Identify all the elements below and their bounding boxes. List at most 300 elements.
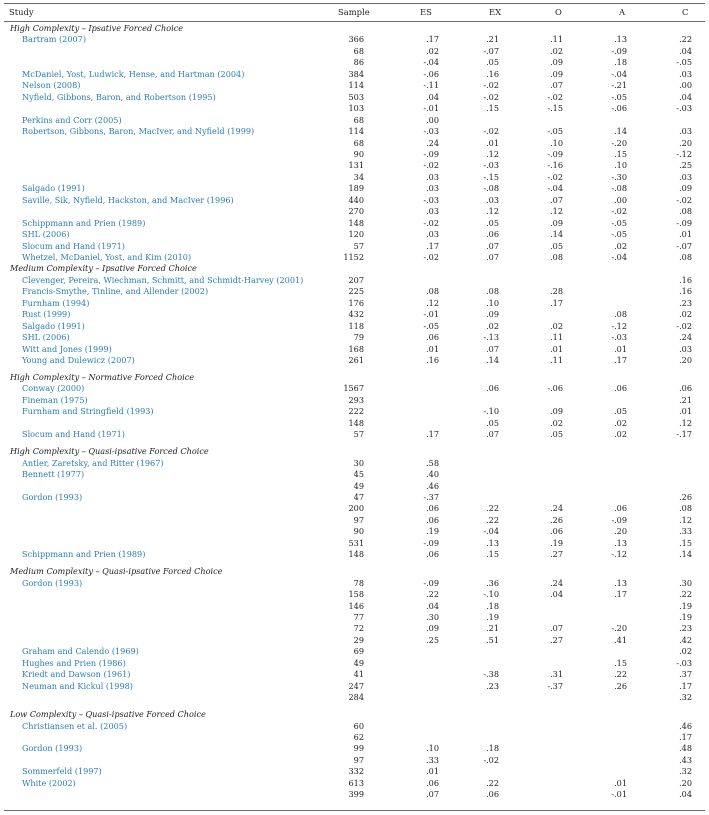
es-cell: .17 (426, 240, 439, 251)
c-cell: .12 (679, 514, 692, 525)
sample-cell: 90 (353, 148, 364, 159)
a-cell: .26 (614, 680, 627, 691)
sample-cell: 99 (353, 743, 364, 754)
ex-cell: .05 (486, 57, 499, 68)
study-citation: McDaniel, Yost, Ludwick, Hense, and Hartman (2004) (22, 68, 245, 79)
sample-cell: 399 (348, 789, 364, 800)
a-cell: -.08 (611, 183, 627, 194)
c-cell: -.07 (676, 240, 692, 251)
table-row (0, 138, 709, 149)
study-citation: Bennett (1977) (22, 469, 85, 480)
o-cell: .27 (550, 634, 563, 645)
c-cell: -.17 (676, 429, 692, 440)
table-row (0, 126, 709, 137)
study-citation: Salgado (1991) (22, 320, 85, 331)
study-citation: Witt and Jones (1999) (22, 343, 112, 354)
section-title: High Complexity – Ipsative Forced Choice (10, 23, 184, 33)
o-cell: .09 (550, 68, 563, 79)
c-cell: -.03 (676, 103, 692, 114)
o-cell: .26 (550, 514, 563, 525)
header-sample: Sample (338, 7, 370, 17)
es-cell: -.09 (423, 148, 439, 159)
a-cell: .15 (614, 657, 627, 668)
c-cell: .42 (679, 634, 692, 645)
ex-cell: .15 (486, 549, 499, 560)
sample-cell: 531 (348, 537, 364, 548)
table-row (0, 732, 709, 743)
c-cell: .20 (679, 777, 692, 788)
table-row (0, 601, 709, 612)
table-row (0, 195, 709, 206)
es-cell: .03 (426, 183, 439, 194)
study-citation: Schippmann and Prien (1989) (22, 549, 146, 560)
table-row (0, 57, 709, 68)
o-cell: .05 (550, 240, 563, 251)
study-citation: Conway (2000) (22, 383, 85, 394)
es-cell: -.09 (423, 577, 439, 588)
o-cell: .06 (550, 526, 563, 537)
a-cell: -.09 (611, 514, 627, 525)
table-row (0, 681, 709, 692)
es-cell: -.01 (423, 309, 439, 320)
o-cell: .17 (550, 297, 563, 308)
table-row (0, 669, 709, 680)
ex-cell: .22 (486, 514, 499, 525)
c-cell: .02 (679, 646, 692, 657)
sample-cell: 148 (348, 417, 364, 428)
a-cell: -.01 (611, 789, 627, 800)
c-cell: .30 (679, 577, 692, 588)
a-cell: .22 (614, 669, 627, 680)
ex-cell: .12 (486, 206, 499, 217)
table-row (0, 418, 709, 429)
table-row (0, 766, 709, 777)
c-cell: .19 (679, 612, 692, 622)
ex-cell: .12 (486, 148, 499, 159)
ex-cell: .13 (486, 537, 499, 548)
sample-cell: 90 (353, 526, 364, 537)
ex-cell: .07 (486, 343, 499, 354)
o-cell: -.09 (547, 148, 563, 159)
sample-cell: 148 (348, 217, 364, 228)
table-row (0, 395, 709, 406)
o-cell: .31 (550, 669, 563, 680)
study-citation: Salgado (1991) (22, 183, 85, 194)
c-cell: -.02 (676, 320, 692, 331)
table-row (0, 160, 709, 171)
ex-cell: .18 (486, 743, 499, 754)
c-cell: .17 (679, 680, 692, 691)
sample-cell: 146 (348, 600, 364, 611)
study-citation: Nelson (2008) (22, 80, 81, 91)
ex-cell: .05 (486, 217, 499, 228)
study-citation: Gordon (1993) (22, 577, 83, 588)
study-citation: Graham and Calendo (1969) (22, 646, 139, 657)
header-es: ES (420, 7, 432, 17)
study-citation: Neuman and Kickul (1998) (22, 680, 133, 691)
study-citation: Bartram (2007) (22, 34, 86, 45)
table-row (0, 721, 709, 732)
sample-cell: 49 (353, 480, 364, 491)
c-cell: .32 (679, 766, 692, 777)
section-header-row (0, 23, 709, 34)
o-cell: -.02 (547, 91, 563, 102)
es-cell: .06 (426, 503, 439, 514)
sample-cell: 131 (348, 160, 364, 171)
ex-cell: -.38 (483, 669, 499, 680)
sample-cell: 114 (348, 126, 364, 137)
table-row (0, 172, 709, 183)
study-citation: Saville, Sik, Nyfield, Hackston, and MacIver (1996) (22, 194, 234, 205)
table-row (0, 206, 709, 217)
sample-cell: 68 (353, 114, 364, 125)
c-cell: .22 (679, 34, 692, 45)
o-cell: .02 (550, 417, 563, 428)
es-cell: -.11 (423, 80, 439, 91)
a-cell: -.02 (611, 206, 627, 217)
ex-cell: .23 (486, 680, 499, 691)
sample-cell: 62 (353, 732, 364, 742)
table-row (0, 149, 709, 160)
sample-cell: 261 (348, 355, 364, 366)
o-cell: .09 (550, 57, 563, 68)
o-cell: .07 (550, 194, 563, 205)
sample-cell: 366 (348, 34, 364, 45)
ex-cell: .06 (486, 383, 499, 394)
sample-cell: 440 (348, 194, 364, 205)
sample-cell: 69 (353, 646, 364, 657)
ex-cell: .19 (486, 612, 499, 622)
table-row (0, 229, 709, 240)
header-a: A (619, 7, 626, 17)
table-row (0, 80, 709, 91)
study-citation: Antler, Zaretsky, and Ritter (1967) (22, 457, 164, 468)
header-ex: EX (489, 7, 502, 17)
a-cell: .17 (614, 589, 627, 600)
a-cell: -.20 (611, 137, 627, 148)
ex-cell: .14 (486, 355, 499, 366)
c-cell: .20 (679, 355, 692, 366)
a-cell: -.12 (611, 320, 627, 331)
section-title: Low Complexity – Quasi-ipsative Forced Choice (10, 709, 206, 720)
table-row (0, 492, 709, 503)
sample-cell: 34 (353, 171, 364, 182)
c-cell: .26 (679, 492, 692, 502)
sample-cell: 384 (348, 68, 364, 79)
section-header-row (0, 446, 709, 457)
table-row (0, 692, 709, 703)
es-cell: .06 (426, 549, 439, 560)
a-cell: .06 (614, 503, 627, 514)
ex-cell: .10 (486, 297, 499, 308)
ex-cell: .18 (486, 600, 499, 611)
table-row (0, 578, 709, 589)
ex-cell: -.02 (483, 126, 499, 137)
sample-cell: 613 (348, 777, 364, 788)
a-cell: -.05 (611, 217, 627, 228)
table-row (0, 332, 709, 343)
c-cell: .32 (679, 692, 692, 703)
sample-cell: 503 (348, 91, 364, 102)
es-cell: .06 (426, 332, 439, 343)
sample-cell: 57 (353, 240, 364, 251)
ex-cell: .02 (486, 320, 499, 331)
c-cell: .04 (679, 45, 692, 56)
table-row (0, 755, 709, 766)
o-cell: .09 (550, 217, 563, 228)
study-citation: Slocum and Hand (1971) (22, 429, 125, 440)
a-cell: .01 (614, 343, 627, 354)
c-cell: .43 (679, 754, 692, 765)
o-cell: .28 (550, 286, 563, 297)
ex-cell: .07 (486, 429, 499, 440)
sample-cell: 247 (348, 680, 364, 691)
sample-cell: 332 (348, 766, 364, 777)
a-cell: .13 (614, 34, 627, 45)
sample-cell: 49 (353, 657, 364, 668)
ex-cell: .07 (486, 252, 499, 262)
o-cell: .04 (550, 589, 563, 600)
header-c: C (682, 7, 689, 17)
c-cell: .01 (679, 229, 692, 240)
sample-cell: 41 (353, 669, 364, 680)
a-cell: -.05 (611, 91, 627, 102)
es-cell: -.02 (423, 160, 439, 171)
study-citation: Slocum and Hand (1971) (22, 240, 125, 251)
es-cell: .12 (426, 297, 439, 308)
ex-cell: .22 (486, 777, 499, 788)
a-cell: .00 (614, 194, 627, 205)
c-cell: .12 (679, 417, 692, 428)
es-cell: -.02 (423, 252, 439, 262)
ex-cell: .07 (486, 240, 499, 251)
o-cell: -.05 (547, 126, 563, 137)
table-row (0, 515, 709, 526)
c-cell: .15 (679, 537, 692, 548)
es-cell: .24 (426, 137, 439, 148)
section-title: High Complexity – Normative Forced Choice (10, 372, 195, 382)
study-citation: SHL (2006) (22, 229, 70, 240)
es-cell: .10 (426, 743, 439, 754)
sample-cell: 60 (353, 720, 364, 731)
sample-cell: 293 (348, 394, 364, 405)
ex-cell: .21 (486, 34, 499, 45)
header-o: O (555, 7, 562, 17)
ex-cell: .51 (486, 634, 499, 645)
c-cell: .20 (679, 137, 692, 148)
o-cell: -.04 (547, 183, 563, 194)
es-cell: .04 (426, 91, 439, 102)
a-cell: .41 (614, 634, 627, 645)
c-cell: .19 (679, 600, 692, 611)
ex-cell: .22 (486, 503, 499, 514)
ex-cell: -.13 (483, 332, 499, 343)
es-cell: .16 (426, 355, 439, 366)
o-cell: .27 (550, 549, 563, 560)
table-row (0, 383, 709, 394)
es-cell: .07 (426, 789, 439, 800)
table-row (0, 589, 709, 600)
section-header-row (0, 263, 709, 274)
es-cell: .03 (426, 229, 439, 240)
o-cell: .14 (550, 229, 563, 240)
a-cell: .14 (614, 126, 627, 137)
o-cell: .10 (550, 137, 563, 148)
ex-cell: .15 (486, 103, 499, 114)
c-cell: -.12 (676, 148, 692, 159)
o-cell: .08 (550, 252, 563, 262)
ex-cell: .09 (486, 309, 499, 320)
c-cell: .33 (679, 526, 692, 537)
c-cell: .03 (679, 126, 692, 137)
sample-cell: 78 (353, 577, 364, 588)
table-row (0, 309, 709, 320)
table-top-rule (4, 3, 705, 4)
c-cell: .04 (679, 789, 692, 800)
table-row (0, 92, 709, 103)
sample-cell: 72 (353, 623, 364, 634)
study-citation: Hughes and Prien (1986) (22, 657, 126, 668)
es-cell: -.06 (423, 68, 439, 79)
sample-cell: 270 (348, 206, 364, 217)
table-row (0, 481, 709, 492)
c-cell: .03 (679, 343, 692, 354)
a-cell: .17 (614, 355, 627, 366)
ex-cell: -.10 (483, 589, 499, 600)
section-title: Medium Complexity – Ipsative Forced Choice (10, 263, 197, 274)
c-cell: .22 (679, 589, 692, 600)
a-cell: -.12 (611, 549, 627, 560)
es-cell: .09 (426, 623, 439, 634)
es-cell: .08 (426, 286, 439, 297)
study-citation: Fineman (1975) (22, 394, 88, 405)
study-citation: Robertson, Gibbons, Baron, MacIver, and Nyfield (1999) (22, 126, 255, 137)
es-cell: .22 (426, 589, 439, 600)
ex-cell: .21 (486, 623, 499, 634)
c-cell: .17 (679, 732, 692, 742)
table-row (0, 406, 709, 417)
es-cell: .19 (426, 526, 439, 537)
table-bottom-rule (4, 810, 705, 811)
a-cell: .02 (614, 240, 627, 251)
o-cell: .11 (550, 332, 563, 343)
c-cell: .48 (679, 743, 692, 754)
table-row (0, 778, 709, 789)
sample-cell: 45 (353, 469, 364, 480)
sample-cell: 68 (353, 137, 364, 148)
study-citation: White (2002) (22, 777, 76, 788)
sample-cell: 97 (353, 514, 364, 525)
ex-cell: -.15 (483, 171, 499, 182)
study-citation: Gordon (1993) (22, 743, 83, 754)
table-row (0, 103, 709, 114)
table-row (0, 275, 709, 286)
table-row (0, 34, 709, 45)
table-row (0, 612, 709, 623)
c-cell: .03 (679, 171, 692, 182)
c-cell: .08 (679, 252, 692, 262)
study-citation: Sommerfeld (1997) (22, 766, 102, 777)
a-cell: .13 (614, 537, 627, 548)
o-cell: .07 (550, 623, 563, 634)
table-row (0, 538, 709, 549)
ex-cell: -.02 (483, 80, 499, 91)
table-row (0, 526, 709, 537)
ex-cell: -.04 (483, 526, 499, 537)
es-cell: -.03 (423, 126, 439, 137)
table-row (0, 298, 709, 309)
a-cell: .05 (614, 406, 627, 417)
study-citation: Francis-Smythe, Tinline, and Allender (2002) (22, 286, 209, 297)
es-cell: .40 (426, 469, 439, 480)
sample-cell: 207 (348, 274, 364, 285)
ex-cell: -.08 (483, 183, 499, 194)
sample-cell: 68 (353, 45, 364, 56)
a-cell: .10 (614, 160, 627, 171)
table-row (0, 286, 709, 297)
c-cell: .46 (679, 720, 692, 731)
ex-cell: -.03 (483, 160, 499, 171)
es-cell: .06 (426, 514, 439, 525)
sample-cell: 225 (348, 286, 364, 297)
o-cell: -.37 (547, 680, 563, 691)
o-cell: .05 (550, 429, 563, 440)
study-citation: Whetzel, McDaniel, Yost, and Kim (2010) (22, 252, 192, 262)
ex-cell: .01 (486, 137, 499, 148)
table-row (0, 46, 709, 57)
c-cell: .04 (679, 91, 692, 102)
ex-cell: .06 (486, 229, 499, 240)
table-row (0, 635, 709, 646)
section-header-row (0, 709, 709, 720)
o-cell: .24 (550, 503, 563, 514)
c-cell: .08 (679, 206, 692, 217)
o-cell: -.15 (547, 103, 563, 114)
table-row (0, 355, 709, 366)
c-cell: -.05 (676, 57, 692, 68)
table-row (0, 183, 709, 194)
c-cell: .09 (679, 183, 692, 194)
o-cell: .02 (550, 45, 563, 56)
ex-cell: .05 (486, 417, 499, 428)
sample-cell: 284 (348, 692, 364, 703)
es-cell: -.01 (423, 103, 439, 114)
study-citation: Furnham (1994) (22, 297, 90, 308)
o-cell: .19 (550, 537, 563, 548)
table-row (0, 549, 709, 560)
es-cell: -.05 (423, 320, 439, 331)
table-row (0, 503, 709, 514)
es-cell: .17 (426, 34, 439, 45)
sample-cell: 189 (348, 183, 364, 194)
table-row (0, 115, 709, 126)
a-cell: -.05 (611, 229, 627, 240)
a-cell: .15 (614, 148, 627, 159)
o-cell: .01 (550, 343, 563, 354)
sample-cell: 97 (353, 754, 364, 765)
o-cell: -.06 (547, 383, 563, 394)
a-cell: -.03 (611, 332, 627, 343)
sample-cell: 114 (348, 80, 364, 91)
sample-cell: 77 (353, 612, 364, 622)
c-cell: .21 (679, 394, 692, 405)
a-cell: -.04 (611, 68, 627, 79)
sample-cell: 120 (348, 229, 364, 240)
a-cell: -.30 (611, 171, 627, 182)
o-cell: -.16 (547, 160, 563, 171)
table-row (0, 252, 709, 263)
es-cell: .06 (426, 777, 439, 788)
